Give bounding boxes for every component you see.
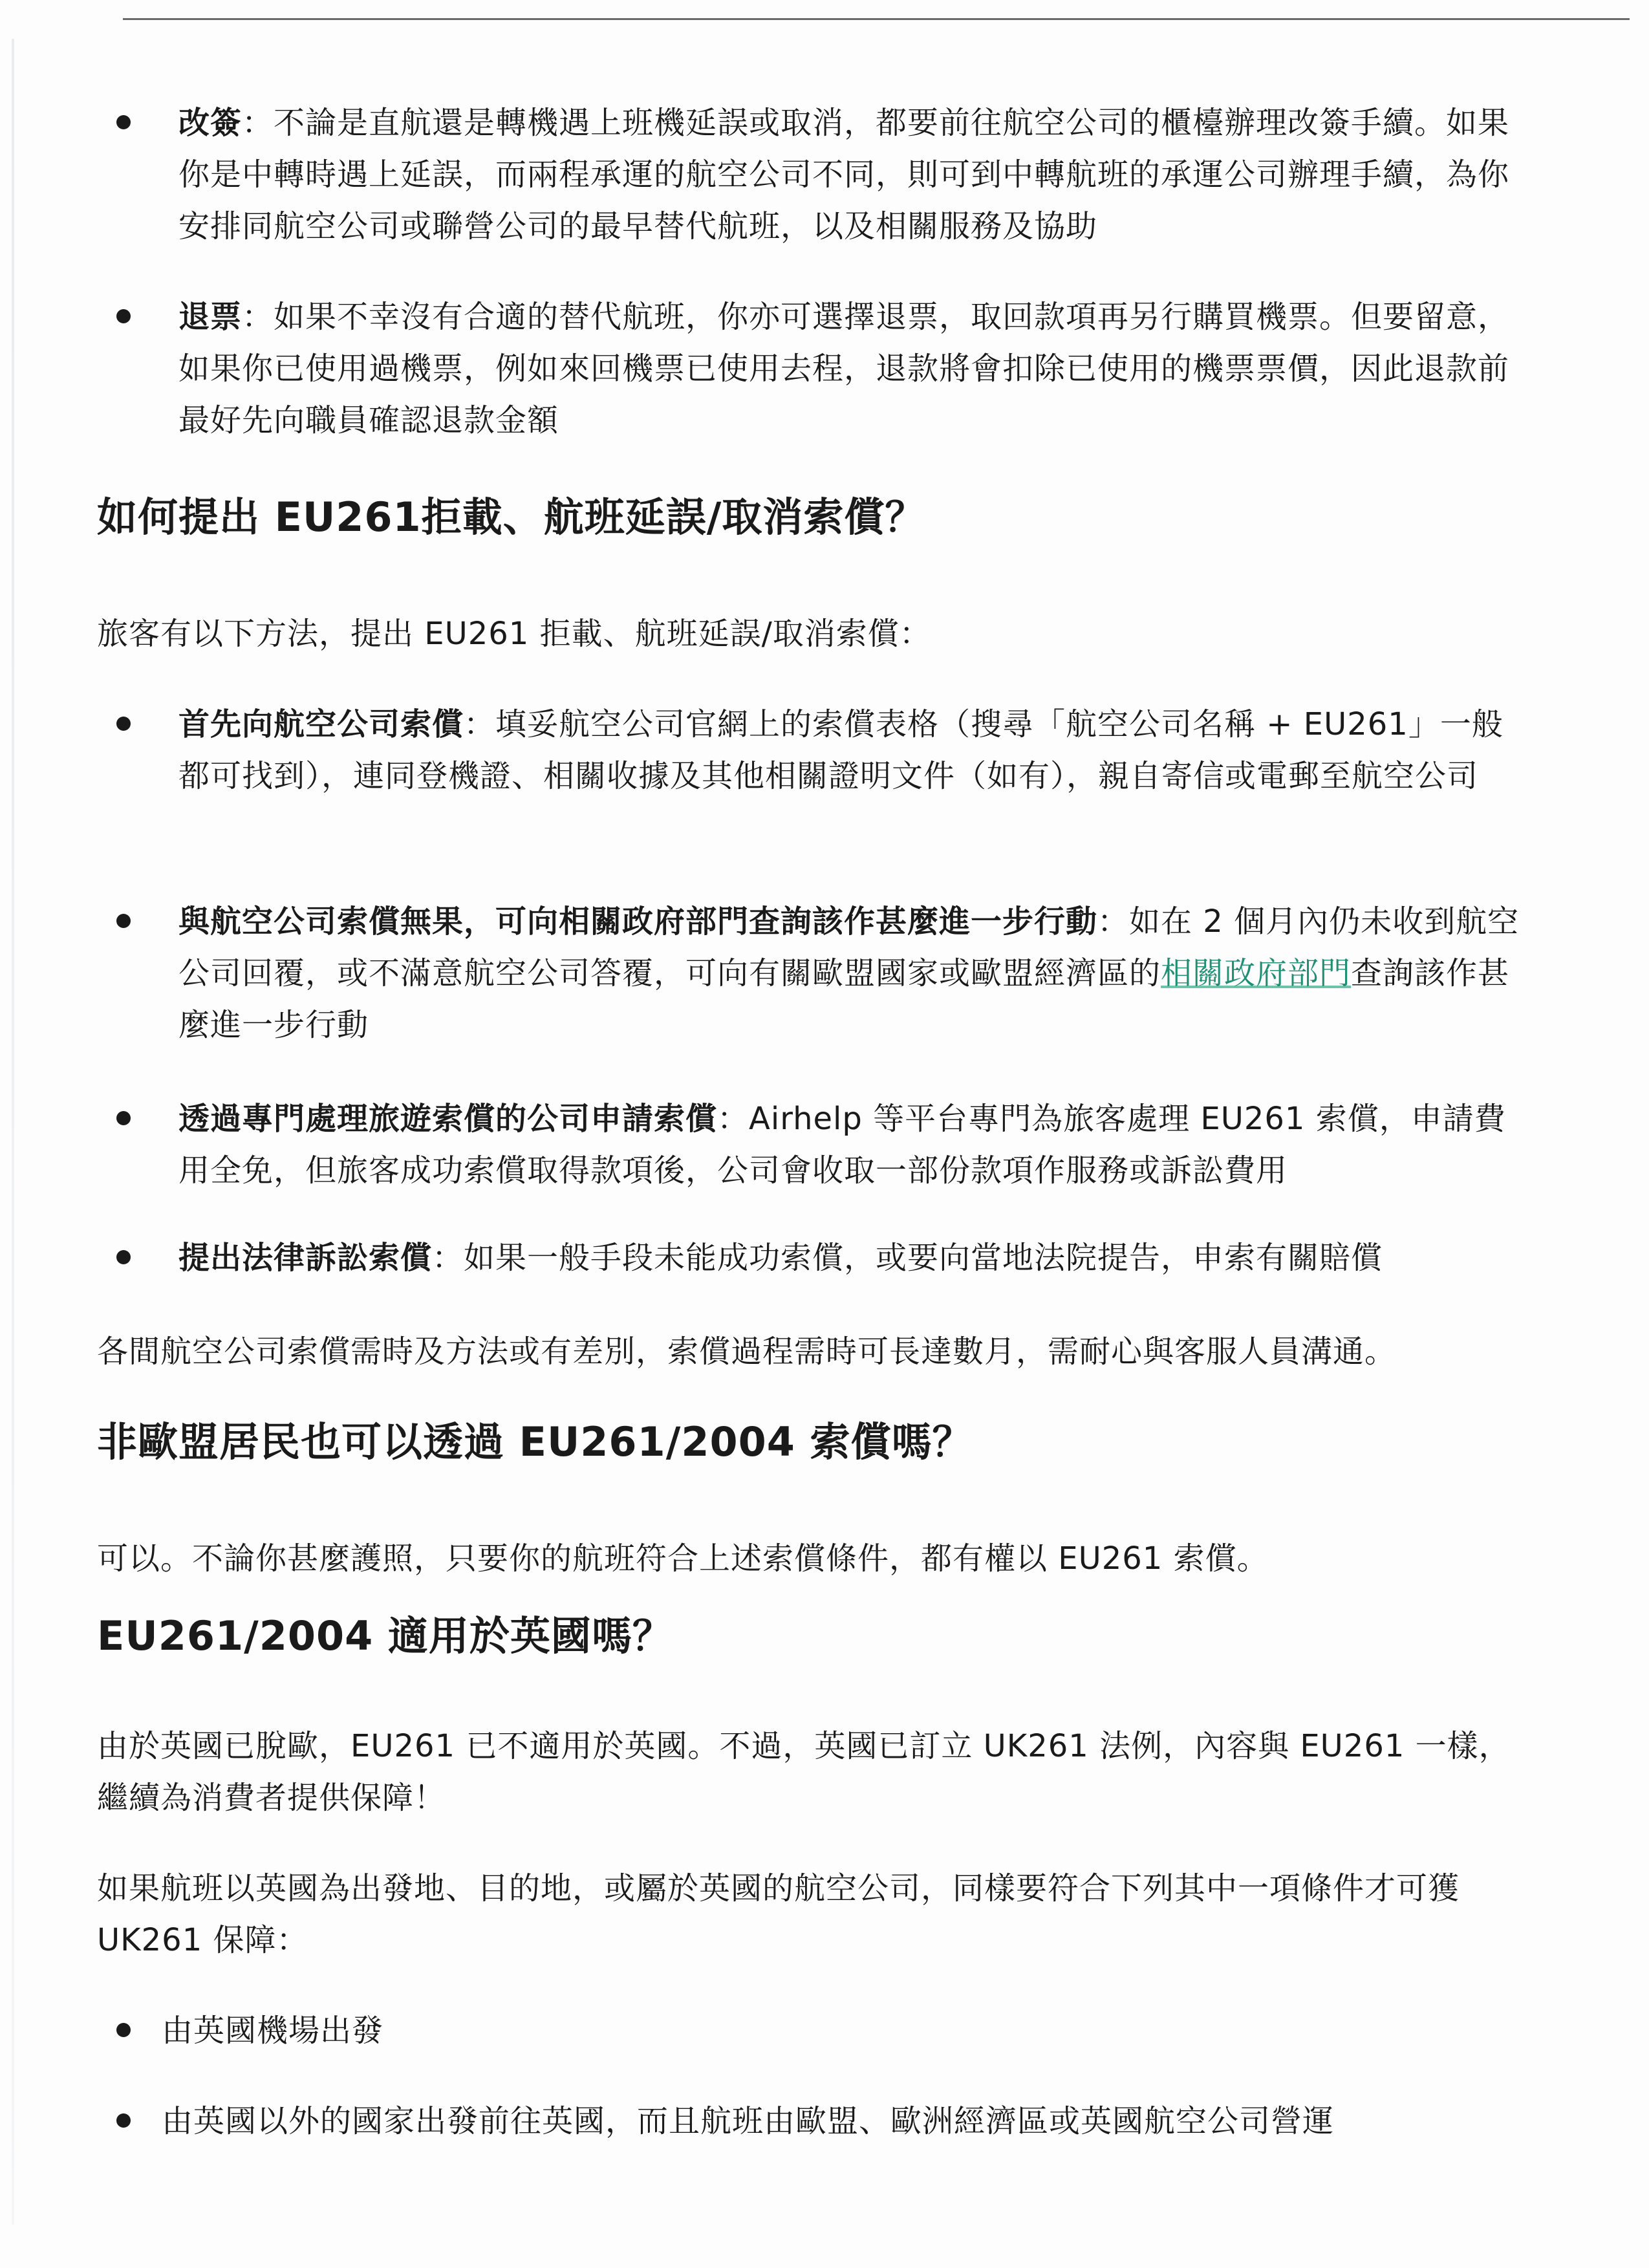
bullet-body: 填妥航空公司官網上的索償表格（搜尋「航空公司名稱 + EU261」一般都可找到），連同登機證、相關收據及其他相關證明文件（如有），親自寄信或電郵至航空公司 bbox=[178, 706, 1503, 794]
bullet-dot-icon bbox=[116, 2113, 131, 2128]
bullet-dot-icon bbox=[116, 1111, 131, 1125]
section-heading-uk: EU261/2004 適用於英國嗎？ bbox=[97, 1612, 673, 1659]
bullet-text bbox=[178, 896, 1524, 1051]
top-divider bbox=[123, 18, 1630, 20]
bullet-dot-icon bbox=[116, 914, 131, 928]
bullet-text bbox=[178, 97, 1524, 252]
bullet-dot-icon bbox=[116, 115, 131, 129]
bullet-bold-label: 改簽 bbox=[178, 105, 242, 141]
section-heading-how-to-claim: 如何提出 EU261拒載、航班延誤/取消索償？ bbox=[97, 493, 926, 541]
bullet-body: 由英國機場出發 bbox=[162, 2013, 384, 2049]
bullet-dot-icon bbox=[116, 309, 131, 323]
bullet-dot-icon bbox=[116, 2023, 131, 2037]
scan-edge bbox=[12, 39, 14, 2225]
bullet-body: 不論是直航還是轉機遇上班機延誤或取消，都要前往航空公司的櫃檯辦理改簽手續。如果你是中轉時遇上延誤，而兩程承運的航空公司不同，則可到中轉航班的承運公司辦理手續，為你安排同航空公司或聯營公司的最早替代航班，以及相關服務及協助 bbox=[178, 105, 1510, 244]
bullet-separator: ： bbox=[464, 706, 496, 742]
section-heading-non-eu: 非歐盟居民也可以透過 EU261/2004 索償嗎？ bbox=[97, 1418, 973, 1465]
bullet-text bbox=[178, 291, 1524, 446]
bullet-dot-icon bbox=[116, 717, 131, 731]
bullet-text bbox=[178, 1093, 1524, 1196]
bullet-bold-label: 退票 bbox=[178, 299, 242, 335]
bullet-bold-label: 首先向航空公司索償 bbox=[178, 706, 464, 742]
bullet-dot-icon bbox=[116, 1250, 131, 1264]
bullet-bold-label: 透過專門處理旅遊索償的公司申請索償 bbox=[178, 1101, 718, 1137]
government-dept-link[interactable]: 相關政府部門 bbox=[1161, 955, 1352, 991]
section-body-non-eu: 可以。不論你甚麼護照，只要你的航班符合上述索償條件，都有權以 EU261 索償。 bbox=[97, 1540, 1269, 1577]
bullet-body: 如果不幸沒有合適的替代航班，你亦可選擇退票，取回款項再另行購買機票。但要留意，如果你已使用過機票，例如來回機票已使用去程，退款將會扣除已使用的機票票價，因此退款前最好先向職員確認退款金額 bbox=[178, 299, 1510, 438]
bullet-body: 如在 2 個月內仍未收到航空公司回覆，或不滿意航空公司答覆，可向有關歐盟國家或歐盟經濟區的 bbox=[178, 903, 1520, 991]
section-outro: 各間航空公司索償需時及方法或有差別，索償過程需時可長達數月，需耐心與客服人員溝通。 bbox=[97, 1334, 1397, 1370]
section-para-uk-1: 由於英國已脫歐，EU261 已不適用於英國。不過，英國已訂立 UK261 法例，內容與 EU261 一樣，繼續為消費者提供保障！ bbox=[97, 1728, 1511, 1816]
bullet-body: 如果一般手段未能成功索償，或要向當地法院提告，申索有關賠償 bbox=[464, 1240, 1383, 1276]
bullet-bold-label: 提出法律訴訟索償 bbox=[178, 1240, 433, 1276]
bullet-separator: ： bbox=[717, 1101, 749, 1137]
bullet-text bbox=[178, 698, 1524, 802]
bullet-body-tail: 查詢該作甚麼進一步行動 bbox=[178, 955, 1510, 1043]
bullet-text bbox=[178, 1232, 1524, 1284]
section-para-uk-2: 如果航班以英國為出發地、目的地，或屬於英國的航空公司，同樣要符合下列其中一項條件才可獲 UK261 保障： bbox=[97, 1870, 1460, 1958]
bullet-separator: ： bbox=[1097, 903, 1130, 940]
bullet-bold-label: 與航空公司索償無果，可向相關政府部門查詢該作甚麼進一步行動 bbox=[178, 903, 1098, 940]
section-intro: 旅客有以下方法，提出 EU261 拒載、航班延誤/取消索償： bbox=[97, 616, 931, 652]
bullet-body: Airhelp 等平台專門為旅客處理 EU261 索償，申請費用全免，但旅客成功索償取得款項後，公司會收取一部份款項作服務或訴訟費用 bbox=[178, 1101, 1506, 1189]
bullet-separator: ： bbox=[242, 105, 274, 141]
bullet-separator: ： bbox=[242, 299, 274, 335]
bullet-separator: ： bbox=[432, 1240, 464, 1276]
bullet-body: 由英國以外的國家出發前往英國，而且航班由歐盟、歐洲經濟區或英國航空公司營運 bbox=[162, 2103, 1335, 2139]
